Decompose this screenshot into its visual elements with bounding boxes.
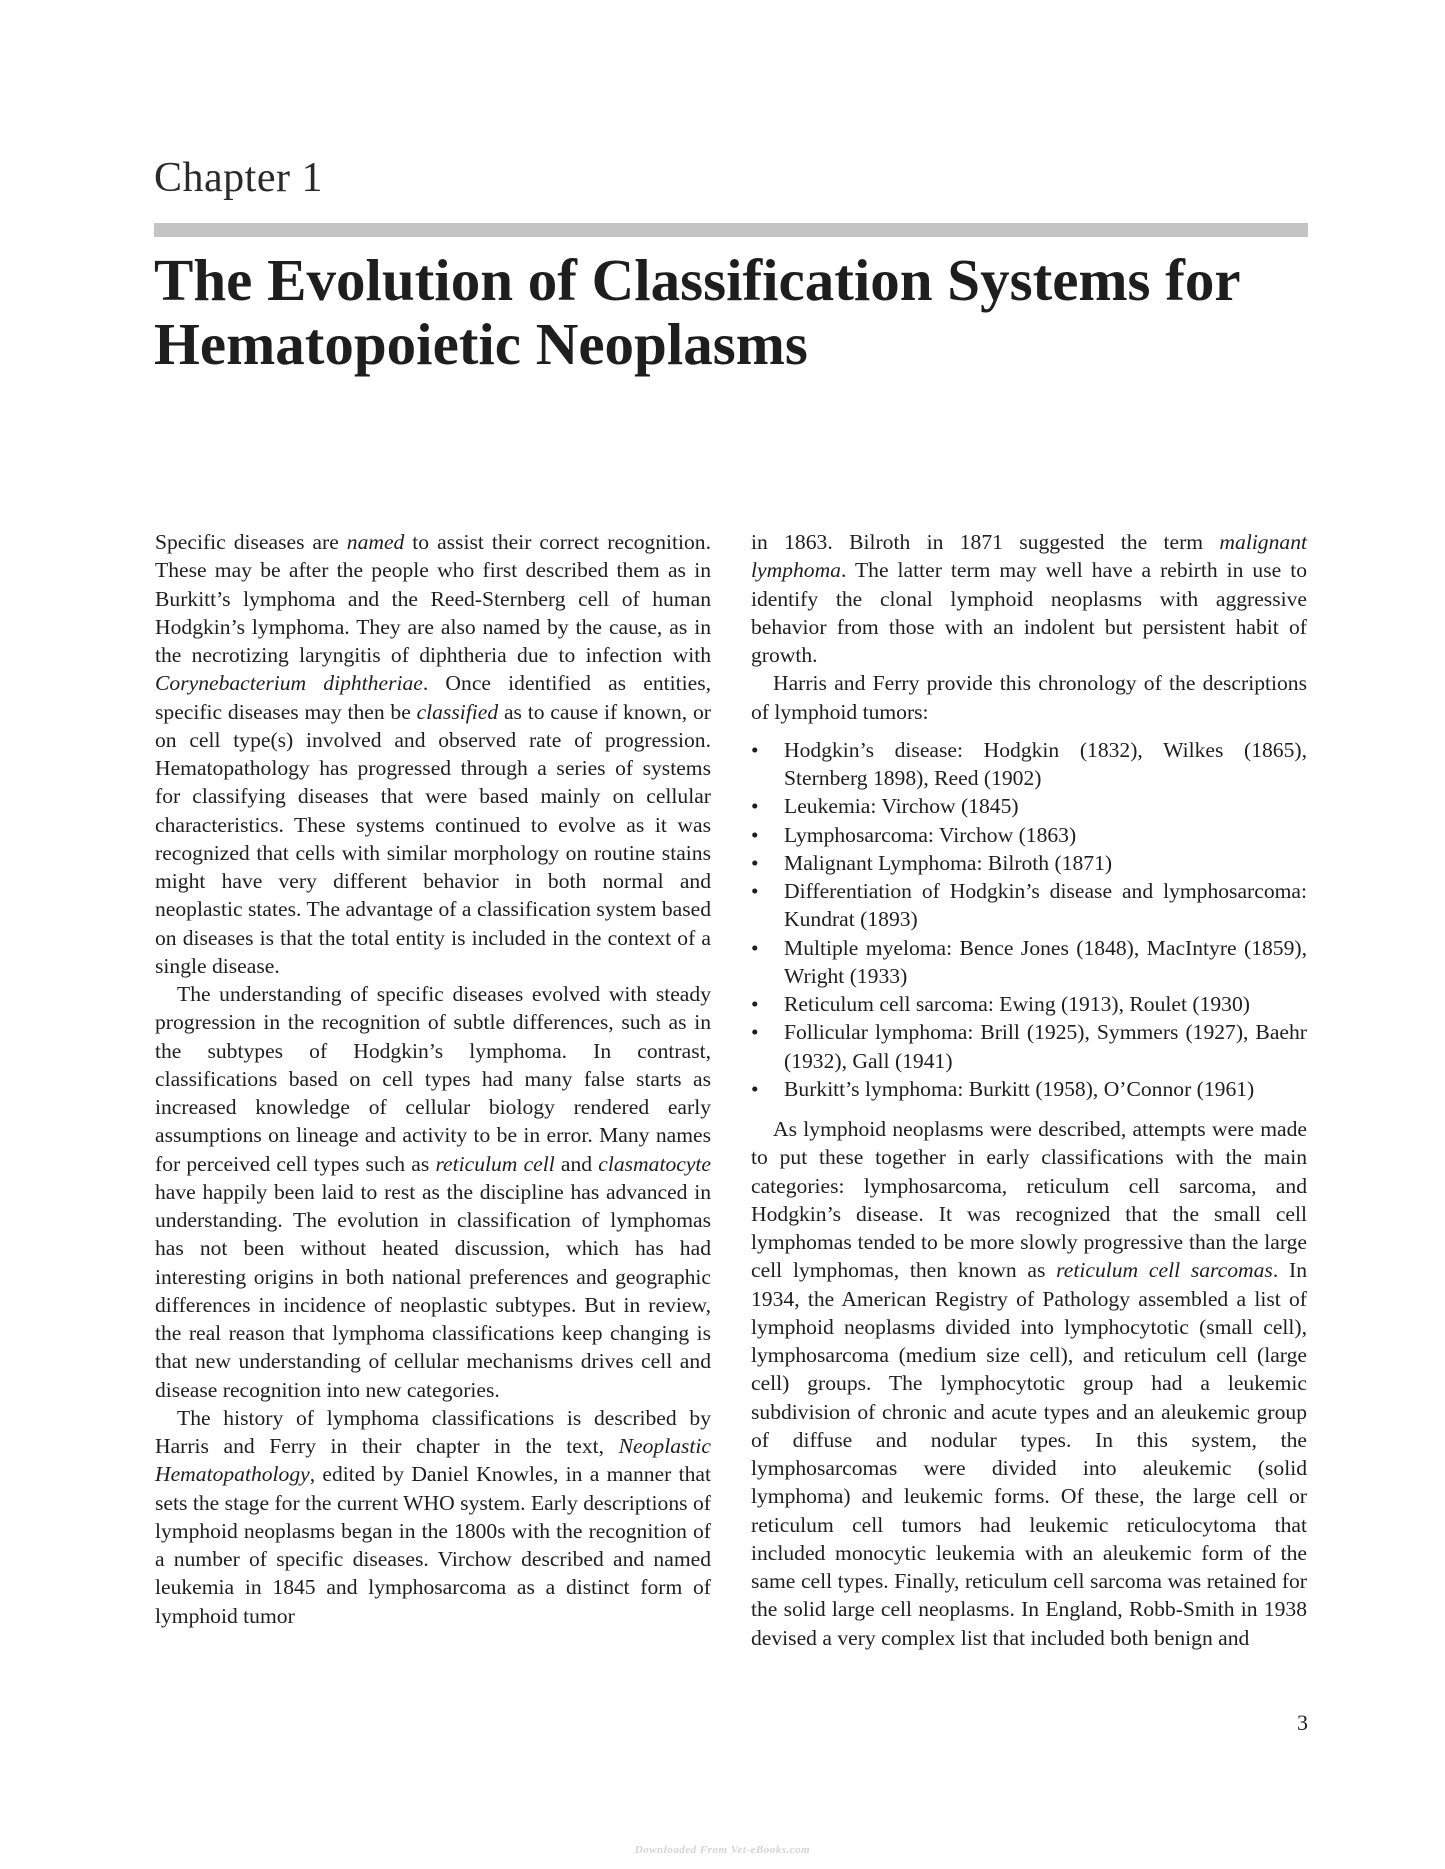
page-number: 3 — [1297, 1710, 1308, 1735]
list-item: • Malignant Lymphoma: Bilroth (1871) — [751, 849, 1307, 877]
paragraph: Harris and Ferry provide this chronology of the descriptions of lymphoid tumors: — [751, 671, 1307, 724]
bullet-icon: • — [751, 1076, 759, 1101]
paragraph: The history of lymphoma classifications is described by Harris and Ferry in their chapter in the text, Neoplastic Hematopathology, edited by Daniel Knowles, in a manner that sets the stage for the current WHO system. Early descriptions of lymphoid neoplasms began in the 1800s with the recognition of a number of specific diseases. Virchow described and named leukemia in 1845 and lymphosarcoma as a distinct form of lymphoid tumor — [155, 1405, 711, 1628]
list-item: • Lymphosarcoma: Virchow (1863) — [751, 821, 1307, 849]
bullet-icon: • — [751, 822, 759, 847]
left-column — [155, 528, 711, 1630]
chapter-divider — [154, 223, 1308, 237]
list-item: • Reticulum cell sarcoma: Ewing (1913), Roulet (1930) — [751, 990, 1307, 1018]
list-item: • Hodgkin’s disease: Hodgkin (1832), Wilkes (1865), Sternberg 1898), Reed (1902) — [751, 737, 1307, 790]
bullet-icon: • — [751, 879, 759, 903]
chapter-label: Chapter 1 — [154, 155, 323, 201]
bullet-icon: • — [751, 992, 759, 1016]
right-column — [751, 528, 1307, 1652]
bullet-icon: • — [751, 850, 759, 875]
watermark: Downloaded From Vet-eBooks.com — [634, 1844, 811, 1856]
list-item: • Burkitt’s lymphoma: Burkitt (1958), O’Connor (1961) — [751, 1075, 1307, 1103]
list-item: • Follicular lymphoma: Brill (1925), Symmers (1927), Baehr (1932), Gall (1941) — [751, 1020, 1307, 1073]
chronology-list — [751, 736, 1307, 1103]
list-item: • Leukemia: Virchow (1845) — [751, 792, 1307, 820]
paragraph: As lymphoid neoplasms were described, attempts were made to put these together in early classifications with the main categories: lymphosarcoma, reticulum cell sarcoma, and Hodgkin’s disease. It was recognized that the small cell lymphomas tended to be more slowly progressive than the large cell lymphomas, then known as reticulum cell sarcomas. In 1934, the American Registry of Pathology assembled a list of lymphoid neoplasms divided into lymphocytotic (small cell), lymphosarcoma (medium size cell), and reticulum cell (large cell) groups. The lymphocytotic group had a leukemic subdivision of chronic and acute types and an aleukemic group of diffuse and nodular types. In this system, the lymphosarcomas were divided into aleukemic (solid lymphoma) and leukemic forms. Of these, the large cell or reticulum cell tumors had leukemic reticulocytoma that included monocytic leukemia with an aleukemic form of the same cell types. Finally, reticulum cell sarcoma was retained for the solid large cell neoplasms. In England, Robb-Smith in 1938 devised a very complex list that included both benign and — [751, 1117, 1307, 1650]
paragraph: The understanding of specific diseases evolved with steady progression in the recognition of subtle differences, such as in the subtypes of Hodgkin’s lymphoma. In contrast, classifications based on cell types had many false starts as increased knowledge of cellular biology rendered early assumptions on lineage and activity to be in error. Many names for perceived cell types such as reticulum cell and clasmatocyte have happily been laid to rest as the discipline has advanced in understanding. The evolution in classification of lymphomas has not been without heated discussion, which has had interesting origins in both national preferences and geographic differences in incidence of neoplastic subtypes. But in review, the real reason that lymphoma classifications keep changing is that new understanding of cellular mechanisms drives cell and disease recognition into new categories. — [155, 982, 711, 1402]
bullet-icon: • — [751, 935, 759, 960]
bullet-icon: • — [751, 1020, 759, 1045]
chapter-title: The Evolution of Classification Systems for Hematopoietic Neoplasms — [154, 247, 1240, 377]
bullet-icon: • — [751, 794, 759, 819]
list-item: • Multiple myeloma: Bence Jones (1848), MacIntyre (1859), Wright (1933) — [751, 935, 1307, 988]
paragraph: Specific diseases are named to assist their correct recognition. These may be after the people who first described them as in Burkitt’s lymphoma and the Reed-Sternberg cell of human Hodgkin’s lymphoma. They are also named by the cause, as in the necrotizing laryngitis of diphtheria due to infection with Corynebacterium diphtheriae. Once identified as entities, specific diseases may then be classified as to cause if known, or on cell type(s) involved and observed rate of progression. Hematopathology has progressed through a series of systems for classifying diseases that were based mainly on cellular characteristics. These systems continued to evolve as it was recognized that cells with similar morphology on routine stains might have very different behavior in both normal and neoplastic states. The advantage of a classification system based on diseases is that the total entity is included in the context of a single disease. — [155, 530, 711, 978]
list-item: • Differentiation of Hodgkin’s disease and lymphosarcoma: Kundrat (1893) — [751, 879, 1307, 932]
bullet-icon: • — [751, 737, 759, 762]
paragraph: in 1863. Bilroth in 1871 suggested the term malignant lymphoma. The latter term may well have a rebirth in use to identify the clonal lymphoid neoplasms with aggressive behavior from those with an indolent but persistent habit of growth. — [751, 530, 1307, 667]
